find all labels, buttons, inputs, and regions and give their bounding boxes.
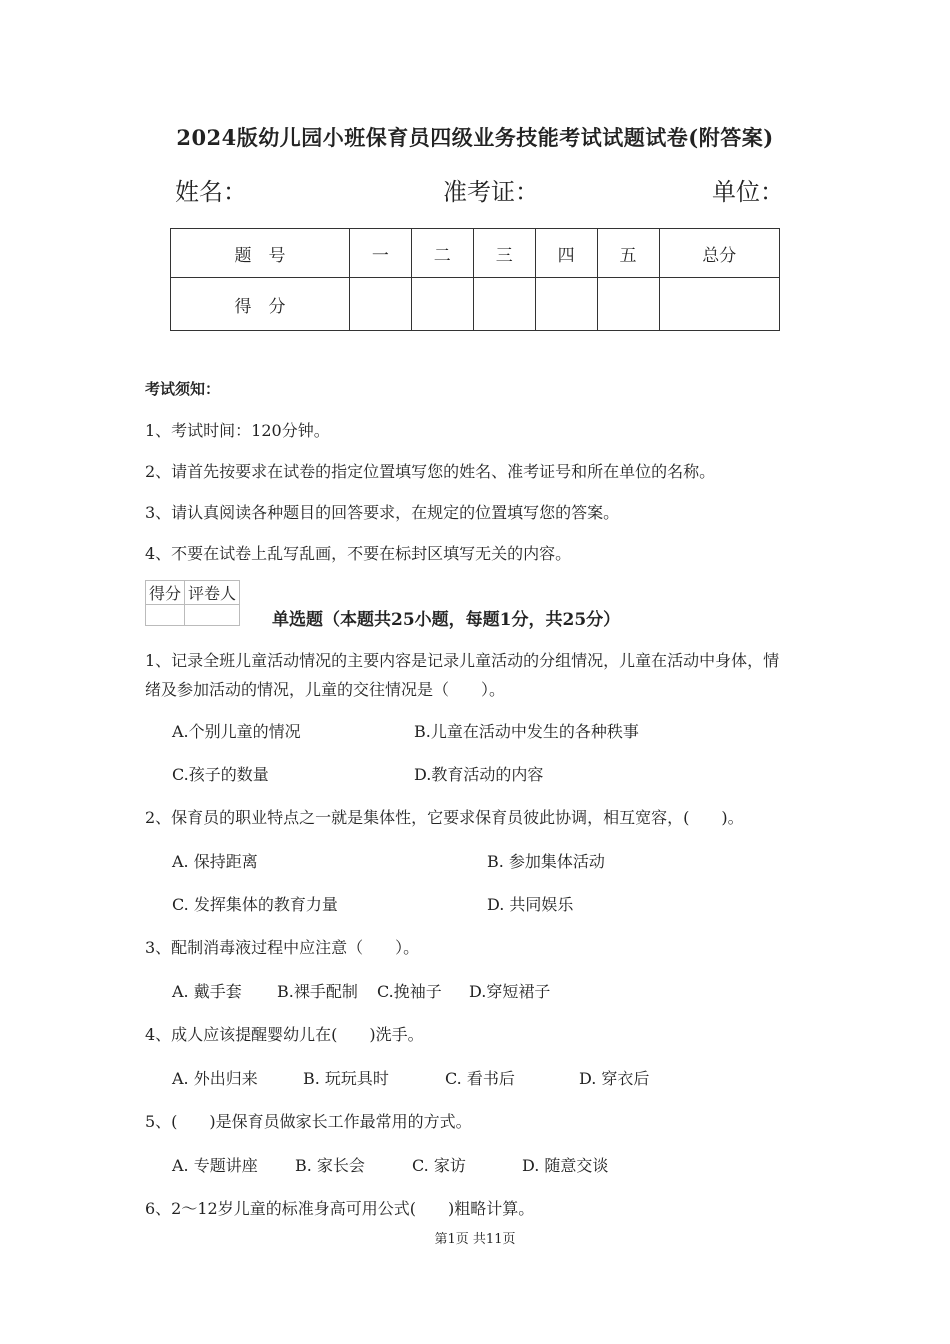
score-table-header-total: 总分 xyxy=(659,229,779,278)
note-item: 2、请首先按要求在试卷的指定位置填写您的姓名、准考证号和所在单位的名称。 xyxy=(145,462,716,481)
question-3-option-a[interactable]: A. 戴手套 xyxy=(172,982,242,1001)
question-1-line-1: 1、记录全班儿童活动情况的主要内容是记录儿童活动的分组情况，儿童在活动中身体，情 xyxy=(145,651,780,670)
notes-heading: 考试须知： xyxy=(145,380,221,398)
unit-field-label: 单位： xyxy=(712,178,784,206)
score-table-score-cell[interactable] xyxy=(349,278,411,331)
exam-id-field-label: 准考证： xyxy=(443,178,539,206)
score-table-score-row xyxy=(171,278,780,331)
grader-box xyxy=(145,580,240,626)
note-item: 1、考试时间：120分钟。 xyxy=(145,421,330,440)
note-item: 3、请认真阅读各种题目的回答要求，在规定的位置填写您的答案。 xyxy=(145,503,620,522)
question-5-option-c[interactable]: C. 家访 xyxy=(412,1156,466,1175)
page-title: 2024版幼儿园小班保育员四级业务技能考试试题试卷(附答案) xyxy=(176,125,774,150)
question-4-option-b[interactable]: B. 玩玩具时 xyxy=(303,1069,389,1088)
question-2-text: 2、保育员的职业特点之一就是集体性，它要求保育员彼此协调，相互宽容，( )。 xyxy=(145,808,744,827)
question-2-option-d[interactable]: D. 共同娱乐 xyxy=(487,895,574,914)
score-table-score-cell[interactable] xyxy=(597,278,659,331)
question-2-option-c[interactable]: C. 发挥集体的教育力量 xyxy=(172,895,338,914)
score-table-header-cell: 一 xyxy=(349,229,411,278)
section-title: 单选题（本题共25小题，每题1分，共25分） xyxy=(272,610,621,630)
question-2-option-b[interactable]: B. 参加集体活动 xyxy=(487,852,605,871)
score-table-score-cell[interactable] xyxy=(659,278,779,331)
page-footer: 第1页 共11页 xyxy=(434,1232,516,1247)
question-2-option-a[interactable]: A. 保持距离 xyxy=(172,852,258,871)
score-table-score-cell[interactable] xyxy=(473,278,535,331)
question-1-option-b[interactable]: B.儿童在活动中发生的各种秩事 xyxy=(414,722,639,741)
note-item: 4、不要在试卷上乱写乱画，不要在标封区填写无关的内容。 xyxy=(145,544,572,563)
question-5-option-a[interactable]: A. 专题讲座 xyxy=(172,1156,258,1175)
question-4-option-c[interactable]: C. 看书后 xyxy=(445,1069,515,1088)
question-4-text: 4、成人应该提醒婴幼儿在( )洗手。 xyxy=(145,1025,424,1044)
question-1-option-d[interactable]: D.教育活动的内容 xyxy=(414,765,544,784)
score-table xyxy=(170,228,780,331)
question-5-option-d[interactable]: D. 随意交谈 xyxy=(522,1156,609,1175)
question-3-option-c[interactable]: C.挽袖子 xyxy=(377,982,442,1001)
grader-score-label: 得分 xyxy=(146,581,185,605)
score-table-score-cell[interactable] xyxy=(535,278,597,331)
score-table-header-row xyxy=(171,229,780,278)
question-3-text: 3、配制消毒液过程中应注意（ ）。 xyxy=(145,938,420,957)
name-field-label: 姓名： xyxy=(175,178,247,206)
score-table-header-label: 题 号 xyxy=(171,229,350,278)
grader-reviewer-cell[interactable] xyxy=(185,605,240,626)
score-table-score-cell[interactable] xyxy=(411,278,473,331)
question-3-option-d[interactable]: D.穿短裙子 xyxy=(469,982,551,1001)
score-table-header-cell: 三 xyxy=(473,229,535,278)
score-table-header-cell: 五 xyxy=(597,229,659,278)
question-5-text: 5、( )是保育员做家长工作最常用的方式。 xyxy=(145,1112,472,1131)
score-table-header-cell: 四 xyxy=(535,229,597,278)
grader-score-cell[interactable] xyxy=(146,605,185,626)
grader-reviewer-label: 评卷人 xyxy=(185,581,240,605)
question-3-option-b[interactable]: B.裸手配制 xyxy=(277,982,358,1001)
score-table-header-cell: 二 xyxy=(411,229,473,278)
grader-header-row xyxy=(146,581,240,605)
grader-input-row xyxy=(146,605,240,626)
question-6-text: 6、2～12岁儿童的标准身高可用公式( )粗略计算。 xyxy=(145,1199,535,1218)
score-table-score-label: 得 分 xyxy=(171,278,350,331)
question-4-option-d[interactable]: D. 穿衣后 xyxy=(579,1069,650,1088)
question-1-option-a[interactable]: A.个别儿童的情况 xyxy=(172,722,301,741)
question-1-line-2: 绪及参加活动的情况，儿童的交往情况是（ ）。 xyxy=(145,680,506,699)
question-5-option-b[interactable]: B. 家长会 xyxy=(295,1156,365,1175)
question-1-option-c[interactable]: C.孩子的数量 xyxy=(172,765,269,784)
question-4-option-a[interactable]: A. 外出归来 xyxy=(172,1069,258,1088)
